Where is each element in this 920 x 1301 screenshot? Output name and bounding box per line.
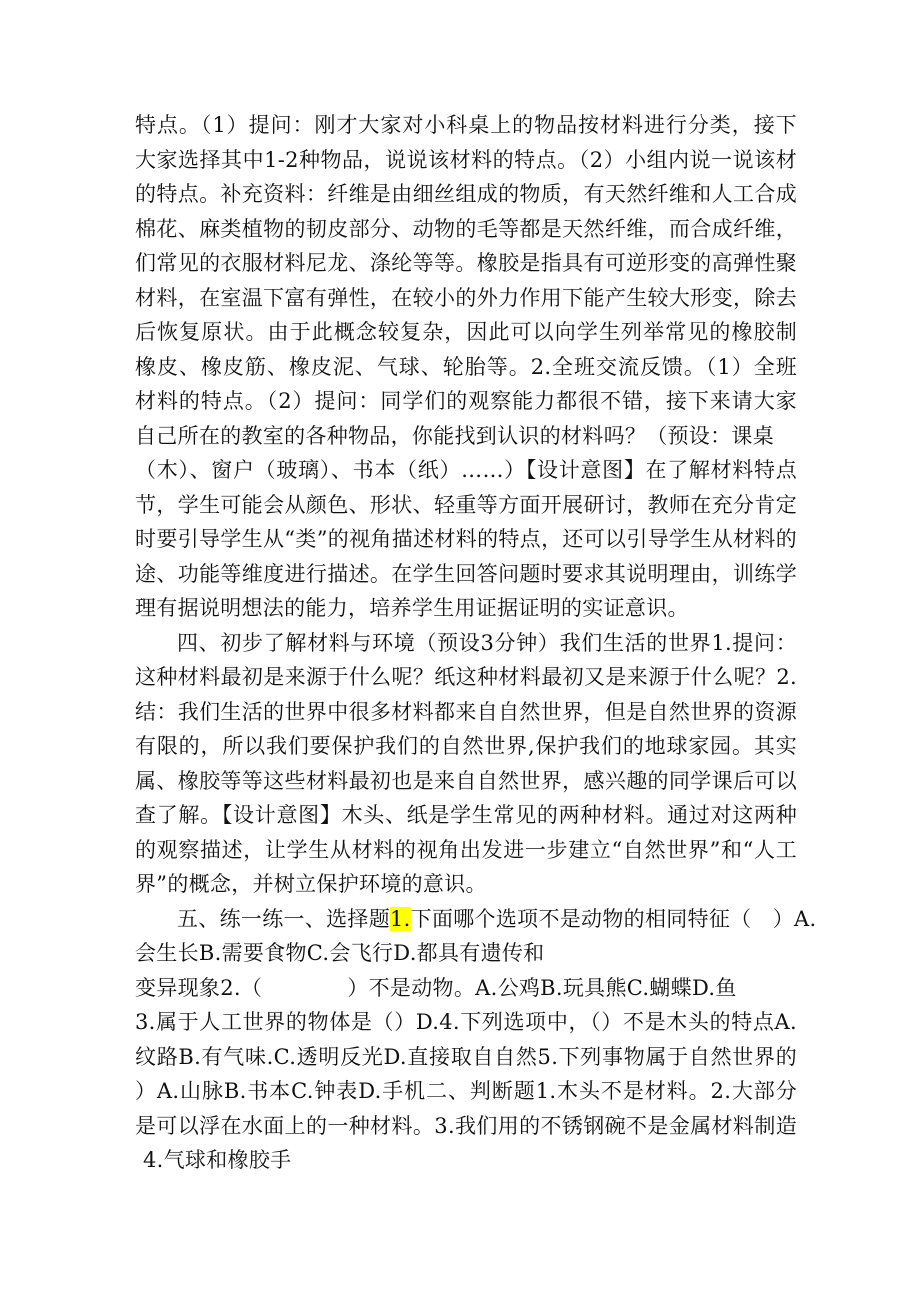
- exercise-line: 4.气球和橡胶手: [143, 1148, 292, 1172]
- text-line: 节，学生可能会从颜色、形状、轻重等方面开展研讨，教师在充分肯定: [135, 492, 797, 517]
- exercise-line: 会生长B.需要食物C.会飞行D.都具有遗传和: [135, 941, 545, 965]
- document-body: [135, 108, 817, 1178]
- text-line: 大家选择其中1-2种物品，说说该材料的特点。（2）小组内说一说该材: [135, 147, 797, 172]
- text-line: 的特点。补充资料：纤维是由细丝组成的物质，有天然纤维和人工合成: [135, 182, 797, 206]
- exercise-question-text: 下面哪个选项不是动物的相同特征（ ）A.: [410, 906, 817, 931]
- text-line: 自己所在的教室的各种物品，你能找到认识的材料吗？（预设：课桌: [135, 423, 774, 448]
- text-line: 的观察描述，让学生从材料的视角出发进一步建立“自然世界”和“人工: [135, 837, 797, 862]
- text-line: 有限的，所以我们要保护我们的自然世界,保护我们的地球家园。其实: [135, 734, 797, 758]
- text-line: 查了解。【设计意图】木头、纸是学生常见的两种材料。通过对这两种: [135, 803, 797, 827]
- text-line: 属、橡胶等等这些材料最初也是来自自然世界，感兴趣的同学课后可以: [135, 768, 797, 793]
- section-four-heading-line: 四、初步了解材料与环境（预设3分钟）我们生活的世界1.提问：: [177, 630, 797, 655]
- text-line: 时要引导学生从“类”的视角描述材料的特点，还可以引导学生从材料的: [135, 527, 797, 551]
- text-line: 棉花、麻类植物的韧皮部分、动物的毛等都是天然纤维，而合成纤维，: [135, 216, 797, 241]
- exercise-line: ）A.山脉B.书本C.钟表D.手机二、判断题1.木头不是材料。2.大部分: [135, 1079, 797, 1103]
- text-line: 后恢复原状。由于此概念较复杂，因此可以向学生列举常见的橡胶制: [135, 320, 797, 344]
- exercise-line: 变异现象2.（ ）不是动物。A.公鸡B.玩具熊C.蝴蝶D.鱼: [135, 975, 737, 1000]
- text-line: 们常见的衣服材料尼龙、涤纶等等。橡胶是指具有可逆形变的高弹性聚: [135, 251, 797, 275]
- highlighted-question-number: 1.: [390, 906, 411, 931]
- text-line: 特点。（1）提问：刚才大家对小科桌上的物品按材料进行分类，接下: [135, 113, 797, 137]
- text-line: 橡皮、橡皮筋、橡皮泥、气球、轮胎等。2.全班交流反馈。（1）全班: [135, 354, 797, 379]
- text-line: 这种材料最初是来源于什么呢？纸这种材料最初又是来源于什么呢？2.: [135, 665, 797, 689]
- text-line: （木）、窗户（玻璃）、书本（纸）……）【设计意图】在了解材料特点: [135, 458, 797, 482]
- text-line: 界”的概念，并树立保护环境的意识。: [135, 872, 487, 896]
- exercise-line: 是可以浮在水面上的一种材料。3.我们用的不锈钢碗不是金属材料制造: [135, 1113, 797, 1138]
- text-line: 途、功能等维度进行描述。在学生回答问题时要求其说明理由，训练学: [135, 561, 797, 586]
- text-line: 理有据说明想法的能力，培养学生用证据证明的实证意识。: [135, 596, 689, 620]
- exercise-heading-text: 五、练一练一、选择题: [177, 906, 390, 931]
- text-line: 材料，在室温下富有弹性，在较小的外力作用下能产生较大形变，除去: [135, 285, 797, 310]
- exercise-heading-line: [135, 902, 817, 937]
- exercise-line: 3.属于人工世界的物体是（）D.4.下列选项中，（）不是木头的特点A.: [135, 1010, 797, 1034]
- exercise-line: 纹路B.有气味.C.透明反光D.直接取自自然5.下列事物属于自然世界的: [135, 1044, 797, 1069]
- text-line: 材料的特点。（2）提问：同学们的观察能力都很不错，接下来请大家: [135, 389, 797, 413]
- text-line: 结：我们生活的世界中很多材料都来自自然世界，但是自然世界的资源: [135, 699, 797, 724]
